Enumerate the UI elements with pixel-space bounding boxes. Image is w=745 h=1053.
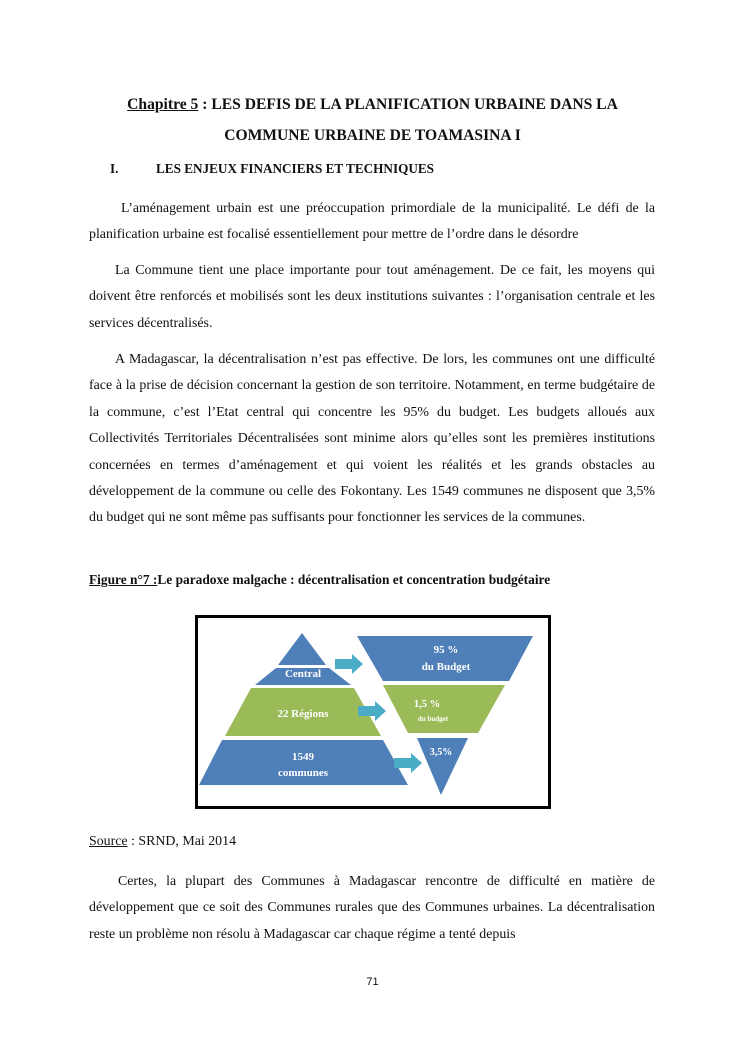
- chapter-title-line2: COMMUNE URBAINE DE TOAMASINA I: [224, 127, 521, 144]
- section-number: I.: [110, 161, 119, 176]
- paragraph-3: A Madagascar, la décentralisation n’est pas effective. De lors, les communes ont une difficulté face à la prise de décision concernant la gestion de son territoire. Notamment, en terme budgétaire de la commune, c’est l’Etat central qui concentre les 95% du budget. Les budgets alloués aux Collectivités Territoriales Décentralisées sont minime alors qu’elles sont les premières institutions concernées en termes d’aménagement et qui voient les réalités et les grands obstacles au développement de la commune ou celle des Fokontany. Les 1549 communes ne disposent que 3,5% du budget qui ne sont même pas suffisants pour fonctionner les services de la communes.: [89, 352, 655, 526]
- label-central: Central: [284, 668, 322, 680]
- label-communes-word: communes: [277, 767, 329, 779]
- budget-regions-pct: 1,5 %: [413, 699, 441, 710]
- budget-regions-label: du budget: [417, 715, 449, 723]
- section-heading: [110, 161, 434, 177]
- chapter-title-text: : LES DEFIS DE LA PLANIFICATION URBAINE DANS LA: [198, 96, 618, 113]
- figure-caption-text: Le paradoxe malgache : décentralisation et concentration budgétaire: [157, 572, 551, 587]
- figure-source: [89, 834, 236, 850]
- chapter-title: [60, 89, 685, 151]
- chapter-label: Chapitre 5: [127, 96, 199, 113]
- source-label: Source: [89, 834, 128, 849]
- chapter-title-line1: [60, 89, 685, 120]
- figure-diagram: [195, 615, 551, 809]
- source-text: : SRND, Mai 2014: [127, 834, 237, 849]
- figure-caption-label: Figure n°7 :: [89, 572, 158, 587]
- paragraph-1: L’aménagement urbain est une préoccupation primordiale de la municipalité. Le défi de la planification urbaine est focalisé essentiellement pour mettre de l’ordre dans le désordre: [89, 201, 655, 243]
- budget-communes-pct: 3,5%: [429, 747, 453, 758]
- budget-central-pct: 95 %: [433, 644, 459, 656]
- label-communes-count: 1549: [292, 751, 314, 763]
- label-regions: 22 Régions: [277, 708, 329, 720]
- budget-central-label: du Budget: [421, 661, 471, 673]
- section-title: LES ENJEUX FINANCIERS ET TECHNIQUES: [156, 161, 434, 176]
- paragraph-2: La Commune tient une place importante pour tout aménagement. De ce fait, les moyens qui doivent être renforcés et mobilisés sont les deux institutions suivantes : l’organisation centrale et les services décentralisés.: [89, 263, 655, 331]
- budget-central: [357, 636, 533, 681]
- pyramid-diagram: [195, 615, 551, 809]
- page-number: 71: [366, 976, 379, 988]
- figure-caption: [89, 572, 550, 588]
- paragraph-4: Certes, la plupart des Communes à Madagascar rencontre de difficulté en matière de développement que ce soit des Communes rurales que des Communes urbaines. La décentralisation reste un problème non résolu à Madagascar car chaque régime a tenté depuis: [89, 874, 655, 942]
